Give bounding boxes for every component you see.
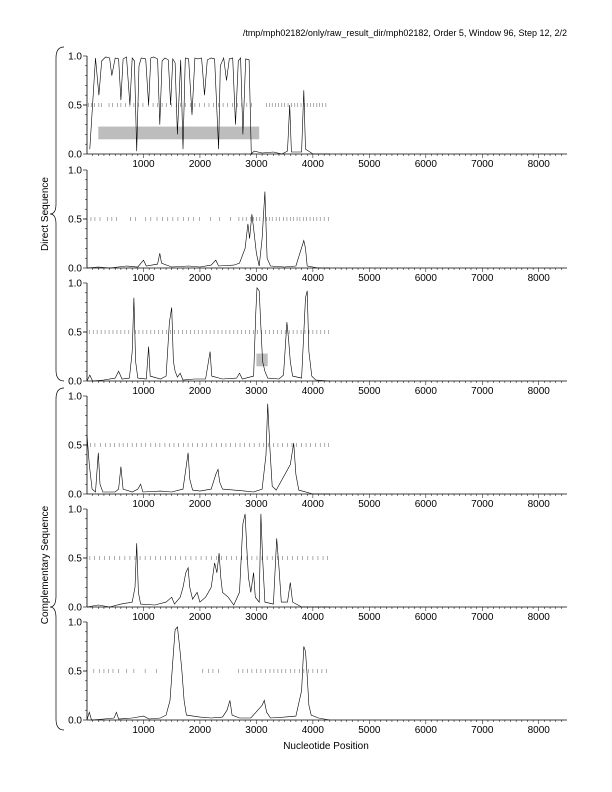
x-tick-label: 3000 [245,612,268,623]
x-axis-label: Nucleotide Position [283,741,369,752]
x-tick-label: 8000 [527,612,550,623]
signal-line [87,192,330,268]
x-tick-label: 5000 [358,612,381,623]
group-label-direct: Direct Sequence [40,177,51,251]
x-tick-label: 3000 [245,159,268,170]
x-tick-label: 5000 [358,159,381,170]
y-tick-label: 0.5 [68,214,82,226]
signal-line [87,404,330,494]
panels [68,52,567,737]
y-tick-label: 0.0 [68,715,82,727]
y-tick-label: 1.0 [68,504,82,516]
x-tick-label: 6000 [414,499,437,510]
x-tick-label: 2000 [188,612,212,623]
x-tick-label: 1000 [132,386,155,397]
group-label-complementary: Complementary Sequence [40,505,51,625]
y-tick-label: 1.0 [68,391,82,403]
x-tick-label: 4000 [301,499,325,510]
x-tick-label: 4000 [301,273,325,284]
y-tick-label: 0.5 [68,666,82,678]
y-tick-label: 0.0 [68,376,82,388]
figure-title: /tmp/mph02182/only/raw_result_dir/mph02182, Order 5, Window 96, Step 12, 2/2 [242,28,567,38]
y-tick-label: 0.5 [68,100,82,112]
x-tick-label: 1000 [132,159,155,170]
y-tick-label: 0.5 [68,327,82,339]
x-tick-label: 7000 [471,159,494,170]
panel-2 [68,166,567,285]
y-tick-label: 0.0 [68,149,82,161]
x-tick-label: 5000 [358,499,381,510]
x-tick-label: 3000 [245,386,268,397]
panel-4 [68,392,567,511]
y-tick-label: 0.5 [68,440,82,452]
x-tick-label: 6000 [414,273,437,284]
y-tick-label: 1.0 [68,51,82,63]
x-tick-label: 2000 [188,273,212,284]
x-tick-label: 6000 [414,725,437,736]
panel-5 [68,505,567,624]
bracket-complementary [50,388,64,730]
x-tick-label: 6000 [414,386,437,397]
y-tick-label: 1.0 [68,165,82,177]
x-tick-label: 5000 [358,386,381,397]
y-tick-label: 1.0 [68,617,82,629]
y-tick-label: 0.0 [68,489,82,501]
y-tick-label: 0.0 [68,602,82,614]
x-tick-label: 7000 [471,386,494,397]
x-tick-label: 1000 [132,499,155,510]
x-tick-label: 2000 [188,386,212,397]
x-tick-label: 8000 [527,273,550,284]
x-tick-label: 2000 [188,499,212,510]
x-tick-label: 7000 [471,273,494,284]
x-tick-label: 5000 [358,273,381,284]
x-tick-label: 5000 [358,725,381,736]
x-tick-label: 8000 [527,725,550,736]
signal-line [90,57,330,154]
bracket-direct [50,47,64,381]
x-tick-label: 3000 [245,499,268,510]
x-tick-label: 1000 [132,612,155,623]
x-tick-label: 4000 [301,159,325,170]
highlight-band [98,127,259,140]
y-tick-label: 0.5 [68,553,82,565]
x-tick-label: 4000 [301,386,325,397]
x-tick-label: 6000 [414,612,437,623]
x-tick-label: 2000 [188,159,212,170]
signal-line [87,627,330,720]
x-tick-label: 1000 [132,273,155,284]
x-tick-label: 7000 [471,499,494,510]
x-tick-label: 2000 [188,725,212,736]
x-tick-label: 8000 [527,386,550,397]
x-tick-label: 7000 [471,725,494,736]
x-tick-label: 7000 [471,612,494,623]
panel-1 [68,52,567,171]
x-tick-label: 8000 [527,159,550,170]
y-tick-label: 1.0 [68,278,82,290]
x-tick-label: 1000 [132,725,155,736]
x-tick-label: 4000 [301,612,325,623]
x-tick-label: 4000 [301,725,325,736]
panel-3 [68,279,567,398]
x-tick-label: 3000 [245,725,268,736]
x-tick-label: 8000 [527,499,550,510]
x-tick-label: 6000 [414,159,437,170]
panel-6 [68,618,567,737]
signal-line [87,514,330,607]
x-tick-label: 3000 [245,273,268,284]
group-brackets [40,47,64,730]
y-tick-label: 0.0 [68,263,82,275]
signal-line [87,288,330,381]
